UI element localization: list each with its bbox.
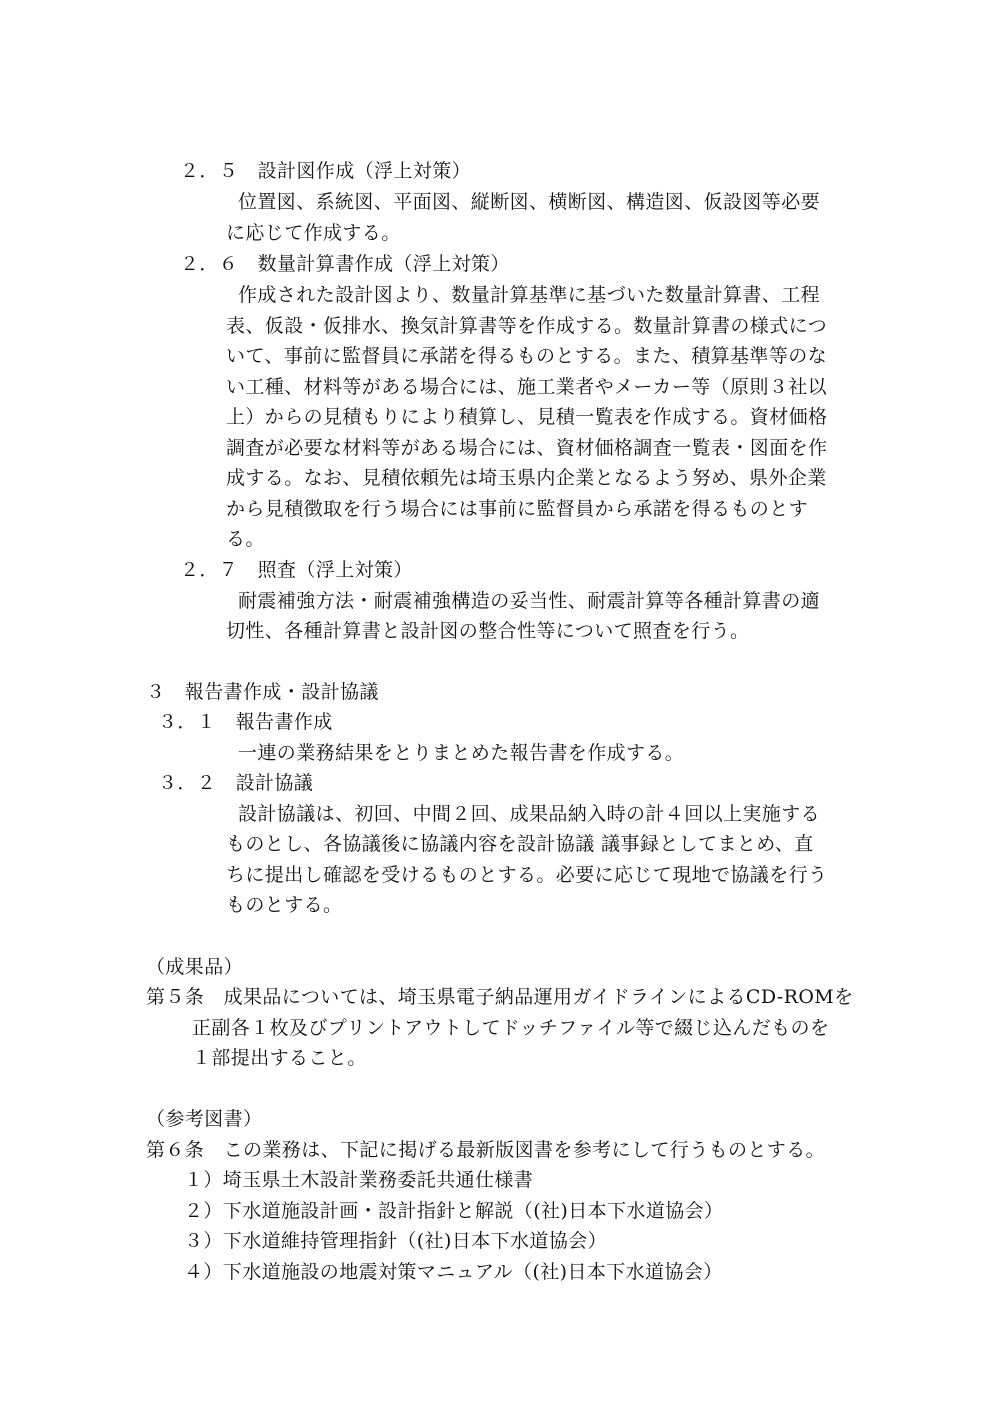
- section-2-6-body-line: から見積徴取を行う場合には事前に監督員から承諾を得るものとす: [226, 498, 809, 520]
- section-2-6-heading: ２．６ 数量計算書作成（浮上対策）: [180, 253, 510, 275]
- section-2-6-body-line: 作成された設計図より、数量計算基準に基づいた数量計算書、工程: [238, 284, 821, 306]
- article-5-line: 正副各１枚及びプリントアウトしてドッチファイル等で綴じ込んだものを: [192, 1017, 830, 1039]
- section-3-2-heading: ３．２ 設計協議: [158, 772, 314, 794]
- section-2-6-body-line: 表、仮設・仮排水、換気計算書等を作成する。数量計算書の様式につ: [226, 315, 828, 337]
- section-3-2-body-line: ものとし、各協議後に協議内容を設計協議 議事録としてまとめ、直: [226, 833, 814, 855]
- article-5-caption: （成果品）: [146, 956, 244, 978]
- section-3-heading: ３ 報告書作成・設計協議: [146, 681, 379, 703]
- reference-list-item: １）埼玉県土木設計業務委託共通仕様書: [184, 1169, 534, 1191]
- section-3-2-body-line: ちに提出し確認を受けるものとする。必要に応じて現地で協議を行う: [226, 864, 828, 886]
- reference-list-item: ２）下水道施設計画・設計指針と解説（(社)日本下水道協会）: [184, 1200, 724, 1222]
- section-2-6-body-line: る。: [226, 528, 265, 550]
- section-2-6-body-line: い工種、材料等がある場合には、施工業者やメーカー等（原則３社以: [226, 376, 828, 398]
- section-2-6-body-line: いて、事前に監督員に承諾を得るものとする。また、積算基準等のな: [226, 345, 828, 367]
- section-2-7-heading: ２．７ 照査（浮上対策）: [180, 559, 413, 581]
- section-2-7-body-line: 耐震補強方法・耐震補強構造の妥当性、耐震計算等各種計算書の適: [238, 590, 821, 612]
- section-2-5-body-line: 位置図、系統図、平面図、縦断図、横断図、構造図、仮設図等必要: [238, 191, 821, 213]
- section-3-1-heading: ３．１ 報告書作成: [158, 711, 333, 733]
- article-5-line: １部提出すること。: [192, 1047, 367, 1069]
- section-2-5-heading: ２．５ 設計図作成（浮上対策）: [180, 160, 472, 182]
- section-2-6-body-line: 調査が必要な材料等がある場合には、資材価格調査一覧表・図面を作: [226, 437, 828, 459]
- reference-list-item: ３）下水道維持管理指針（(社)日本下水道協会）: [184, 1230, 608, 1252]
- section-3-1-body-line: 一連の業務結果をとりまとめた報告書を作成する。: [238, 742, 685, 764]
- section-2-5-body-line: に応じて作成する。: [226, 222, 401, 244]
- article-6-line: 第６条 この業務は、下記に掲げる最新版図書を参考にして行うものとする。: [146, 1139, 826, 1161]
- article-5-line: 第５条 成果品については、埼玉県電子納品運用ガイドラインによるCD-ROMを: [146, 986, 854, 1008]
- section-2-6-body-line: 上）からの見積もりにより積算し、見積一覧表を作成する。資材価格: [226, 406, 828, 428]
- section-3-2-body-line: ものとする。: [226, 894, 343, 916]
- section-3-2-body-line: 設計協議は、初回、中間２回、成果品納入時の計４回以上実施する: [238, 803, 821, 825]
- reference-list-item: ４）下水道施設の地震対策マニュアル（(社)日本下水道協会）: [184, 1261, 723, 1283]
- article-6-caption: （参考図書）: [146, 1108, 263, 1130]
- section-2-6-body-line: 成する。なお、見積依頼先は埼玉県内企業となるよう努め、県外企業: [226, 467, 827, 489]
- section-2-7-body-line: 切性、各種計算書と設計図の整合性等について照査を行う。: [226, 620, 750, 642]
